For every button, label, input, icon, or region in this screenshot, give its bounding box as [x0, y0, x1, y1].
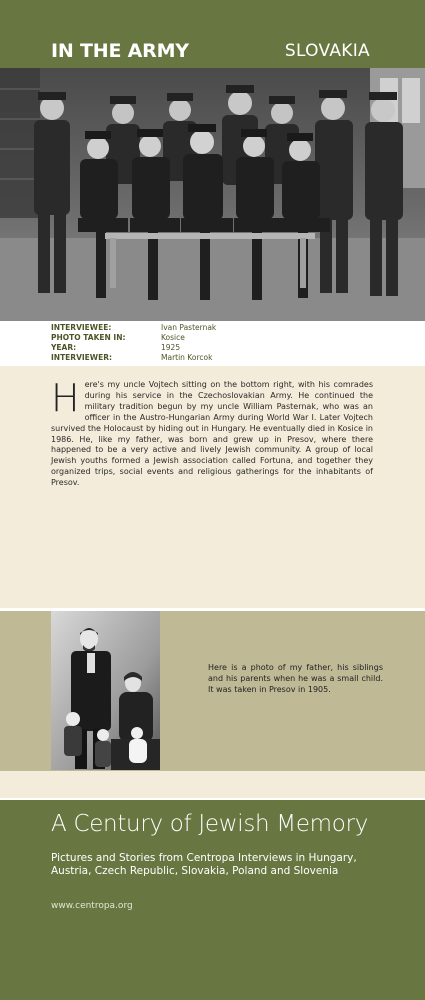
- family-photo-caption: Here is a photo of my father, his siblings and his parents when he was a small child. It was taken in Presov in 1905.: [208, 663, 383, 694]
- section-title: IN THE ARMY: [51, 40, 189, 62]
- caption-value: Kosice: [161, 333, 185, 342]
- family-photo-band-lower: [0, 771, 425, 798]
- army-group-photo: [0, 68, 425, 321]
- caption-key: INTERVIEWEE:: [51, 323, 112, 332]
- story-text: ere's my uncle Vojtech sitting on the bottom right, with his comrades during his service in the Czechoslovakian Army. He continued the military tradition begun by my uncle William Pasternak, who was an officer in the Austro-Hungarian Army during World War I. Later Vojtech survived the Holocaust by hiding out in Hungary. He eventually died in Kosice in 1986. He, like my father, was born and grew up in Presov, where there happened to be a very active and lively Jewish community. A group of local Jewish youths formed a Jewish association called Fortuna, and together they organized trips, social events and religious gatherings for the inhabitants of Presov.: [51, 380, 373, 488]
- country-label: SLOVAKIA: [284, 41, 370, 61]
- family-photo: [51, 611, 160, 770]
- story-section: [0, 366, 425, 608]
- footer-title: A Century of Jewish Memory: [51, 811, 369, 837]
- footer-url-link[interactable]: www.centropa.org: [51, 901, 133, 911]
- drop-cap: H: [51, 376, 80, 420]
- footer-subtitle: Pictures and Stories from Centropa Interviews in Hungary, Austria, Czech Republic, Slovakia, Poland and Slovenia: [51, 852, 357, 877]
- caption-key: YEAR:: [51, 343, 77, 352]
- story-paragraph: [51, 376, 373, 489]
- photo-caption-block: [0, 321, 425, 365]
- caption-value: Martin Korcok: [161, 353, 213, 362]
- caption-value: Ivan Pasternak: [161, 323, 217, 332]
- caption-key: PHOTO TAKEN IN:: [51, 333, 126, 342]
- footer-banner: [0, 800, 425, 1000]
- header-bar: [0, 0, 425, 68]
- caption-key: INTERVIEWER:: [51, 353, 112, 362]
- caption-value: 1925: [161, 343, 181, 352]
